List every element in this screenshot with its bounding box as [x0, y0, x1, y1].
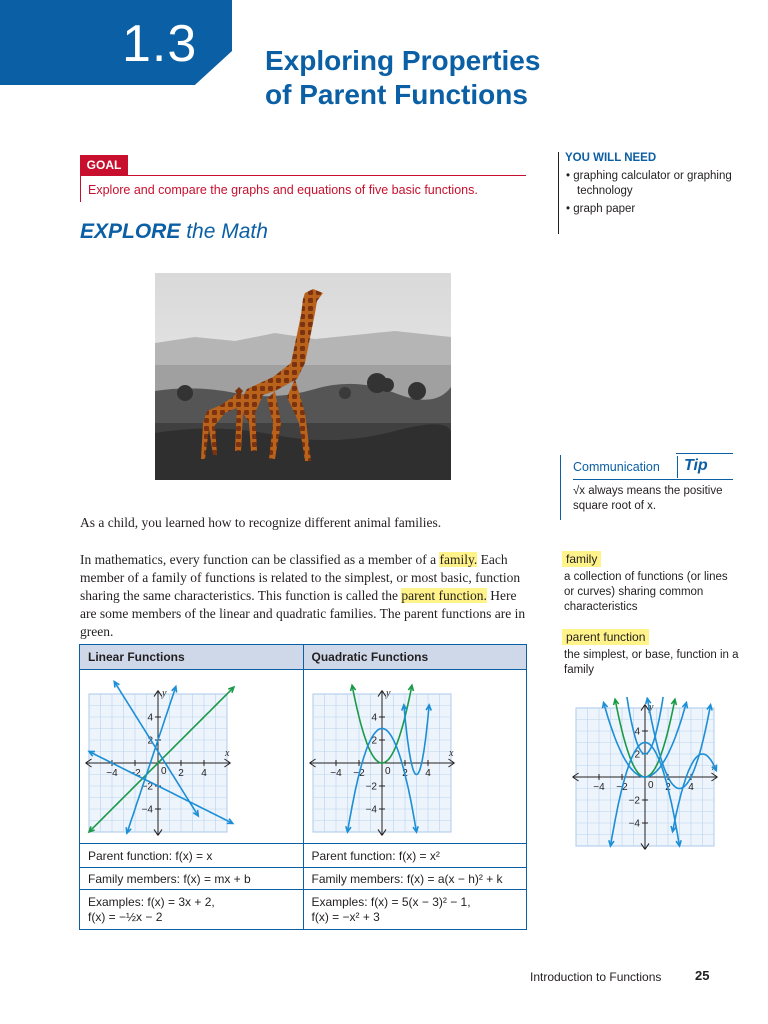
y-axis-label: y [162, 688, 167, 699]
x-axis-label: x [712, 762, 717, 773]
you-will-need-title: YOU WILL NEED [565, 152, 657, 164]
communication-label: Communication [573, 460, 660, 474]
title-line-2: of Parent Functions [265, 79, 528, 110]
para2-text-a: In mathematics, every function can be classified as a member of a [80, 552, 440, 567]
y-tick-label: 4 [147, 712, 153, 724]
quadratic-family: Family members: f(x) = a(x − h)² + k [303, 868, 527, 890]
goal-bar [80, 176, 81, 202]
page-number: 25 [695, 968, 710, 983]
y-tick-label: 4 [370, 712, 377, 724]
y-tick-label: 2 [634, 749, 640, 761]
tip-underline [573, 479, 733, 480]
x-tick-label: 2 [665, 782, 671, 793]
quadratic-graph [304, 670, 520, 840]
x-tick-label: 4 [201, 768, 207, 779]
glossary-term-family: family [562, 550, 601, 568]
linear-parent: Parent function: f(x) = x [80, 844, 304, 868]
giraffe-photo [155, 273, 451, 480]
x-tick-label: −2 [616, 782, 628, 793]
quadratic-graph-cell [303, 670, 527, 844]
section-number: 1.3 [122, 15, 198, 73]
intro-paragraph: As a child, you learned how to recognize different animal families. [80, 515, 442, 530]
need-item-graph-paper: • graph paper [566, 203, 636, 215]
linear-examples: Examples: f(x) = 3x + 2, f(x) = −½x − 2 [80, 890, 304, 930]
explore-bold: EXPLORE [80, 220, 181, 243]
tip-left-rule [560, 455, 561, 520]
origin-label: 0 [648, 780, 654, 791]
linear-graph [80, 670, 296, 840]
explore-rest: the Math [180, 220, 268, 243]
goal-tag: GOAL [80, 155, 128, 176]
y-tick-label: −2 [628, 795, 640, 807]
side-quadratic-graph [568, 697, 728, 867]
function-table [79, 644, 527, 930]
para2-text-c: Here are some members of the linear and quadratic families. The parent functions are in green. [80, 588, 526, 639]
family-paragraph [80, 551, 535, 641]
glossary-term-parent-function: parent function [562, 628, 649, 646]
origin-label: 0 [384, 766, 391, 777]
y-tick-label: 2 [370, 735, 377, 747]
y-tick-label: 2 [147, 735, 153, 747]
term-family: family. [439, 552, 478, 567]
tip-top-rule [676, 453, 733, 454]
explore-heading [80, 220, 268, 244]
x-tick-label: −4 [329, 768, 342, 779]
x-tick-label: −2 [352, 768, 365, 779]
header-quadratic: Quadratic Functions [303, 645, 527, 670]
you-will-need-box [565, 152, 755, 220]
footer-chapter: Introduction to Functions [530, 970, 662, 984]
glossary-def-parent-function: the simplest, or base, function in a family [564, 649, 739, 676]
title-line-1: Exploring Properties [265, 45, 541, 76]
communication-tip-text: √x always means the positive square root of x. [573, 485, 723, 512]
x-axis-label: x [448, 748, 453, 759]
y-tick-label: −4 [628, 818, 640, 830]
x-axis-label: x [225, 748, 230, 759]
tip-label: Tip [684, 457, 708, 474]
y-axis-label: y [385, 688, 390, 699]
glossary-def-family: a collection of functions (or lines or curves) sharing common characteristics [564, 571, 728, 613]
y-tick-label: −4 [141, 804, 153, 816]
linear-graph-cell [80, 670, 304, 844]
y-tick-label: −2 [365, 781, 377, 793]
term-parent-function: parent function. [401, 588, 487, 603]
quadratic-examples: Examples: f(x) = 5(x − 3)² − 1, f(x) = −x² + 3 [303, 890, 527, 930]
y-tick-label: −2 [141, 781, 153, 793]
goal-text: Explore and compare the graphs and equations of five basic functions. [88, 183, 478, 197]
header-linear: Linear Functions [80, 645, 304, 670]
x-tick-label: −4 [106, 768, 118, 779]
x-tick-label: 4 [688, 782, 694, 793]
y-tick-label: −4 [365, 804, 377, 816]
linear-family: Family members: f(x) = mx + b [80, 868, 304, 890]
origin-label: 0 [161, 766, 167, 777]
y-tick-label: 4 [634, 726, 640, 738]
tip-divider [677, 456, 678, 478]
y-axis-label: y [649, 702, 654, 713]
x-tick-label: 4 [424, 768, 431, 779]
need-item-calculator: • graphing calculator or graphing technology [566, 170, 732, 197]
x-tick-label: 2 [401, 768, 408, 779]
x-tick-label: −4 [593, 782, 605, 793]
x-tick-label: 2 [178, 768, 184, 779]
x-tick-label: −2 [129, 768, 141, 779]
quadratic-parent: Parent function: f(x) = x² [303, 844, 527, 868]
goal-rule [128, 175, 526, 176]
para2-text-b: Each member of a family of functions is related to the simplest, or most basic, function sharing the same characteristics. This function is called the [80, 552, 521, 603]
page-title [265, 44, 595, 112]
you-need-rule [558, 152, 559, 234]
